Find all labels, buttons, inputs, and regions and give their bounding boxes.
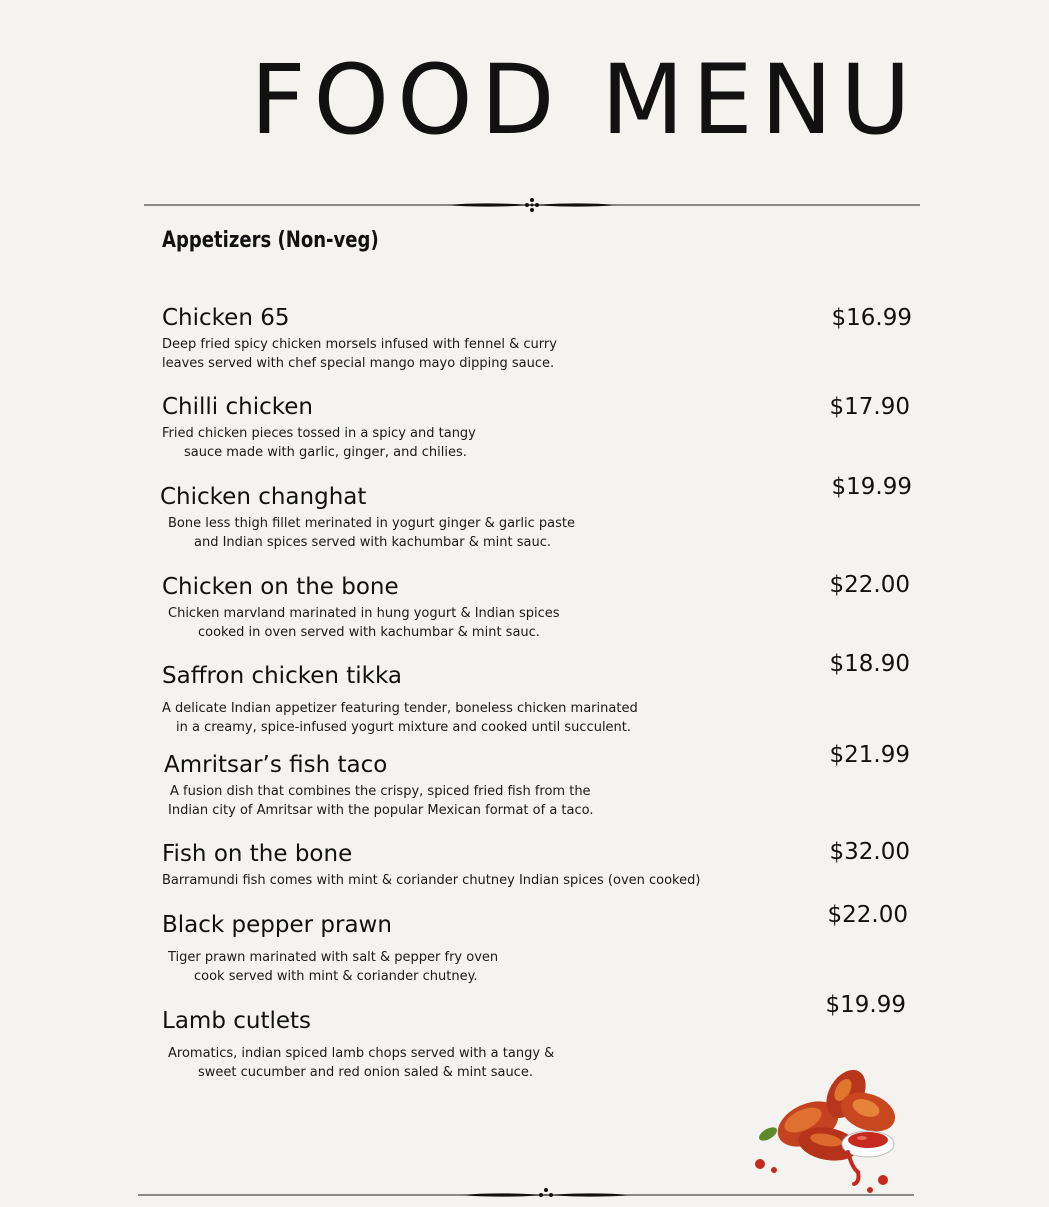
menu-item bbox=[162, 574, 922, 642]
bottom-divider-icon bbox=[138, 1186, 914, 1200]
menu-item-description bbox=[162, 782, 922, 820]
menu-item bbox=[162, 902, 922, 986]
menu-item-price: $22.00 bbox=[829, 572, 910, 598]
menu-item-description bbox=[162, 948, 922, 986]
menu-item-name: Chicken on the bone bbox=[162, 574, 399, 600]
menu-item-description-line: Indian city of Amritsar with the popular Mexican format of a taco. bbox=[168, 803, 594, 818]
menu-item bbox=[160, 474, 922, 552]
menu-item-description-line: cooked in oven served with kachumbar & mint sauc. bbox=[198, 625, 540, 640]
menu-item-description-line: Bone less thigh fillet merinated in yogurt ginger & garlic paste bbox=[168, 516, 575, 531]
menu-item-name: Chicken changhat bbox=[160, 484, 367, 510]
menu-item-price: $17.90 bbox=[829, 394, 910, 420]
menu-item-name: Black pepper prawn bbox=[162, 912, 392, 938]
menu-item-description bbox=[162, 604, 922, 642]
menu-item-description-line: leaves served with chef special mango mayo dipping sauce. bbox=[162, 356, 555, 371]
menu-item-name: Chilli chicken bbox=[162, 394, 313, 420]
menu-title: FOOD MENU bbox=[250, 44, 919, 156]
menu-item-description bbox=[162, 424, 922, 462]
menu-item-name: Chicken 65 bbox=[162, 305, 290, 331]
menu-item-name: Amritsar’s fish taco bbox=[164, 752, 388, 778]
menu-item-description-line: cook served with mint & coriander chutney. bbox=[194, 969, 478, 984]
menu-item-price: $22.00 bbox=[827, 902, 908, 928]
menu-item-price: $19.99 bbox=[831, 474, 912, 500]
menu-item-description bbox=[162, 335, 922, 373]
menu-item-price: $19.99 bbox=[825, 992, 906, 1018]
menu-item-description-line: sauce made with garlic, ginger, and chilies. bbox=[184, 445, 467, 460]
menu-item-price: $32.00 bbox=[829, 839, 910, 865]
menu-item-description-line: A fusion dish that combines the crispy, spiced fried fish from the bbox=[170, 784, 591, 799]
menu-item bbox=[162, 841, 922, 890]
menu-item-description bbox=[162, 514, 922, 552]
menu-item-description bbox=[162, 699, 922, 737]
top-divider-icon bbox=[144, 196, 920, 214]
menu-item-price: $16.99 bbox=[831, 305, 912, 331]
menu-item bbox=[162, 394, 922, 462]
menu-item bbox=[162, 742, 922, 820]
menu-item-name: Lamb cutlets bbox=[162, 1008, 312, 1034]
menu-item-name: Fish on the bone bbox=[162, 841, 353, 867]
menu-item-description-line: Fried chicken pieces tossed in a spicy and tangy bbox=[162, 426, 476, 441]
menu-item bbox=[162, 651, 922, 737]
menu-item-description-line: A delicate Indian appetizer featuring tender, boneless chicken marinated bbox=[162, 701, 638, 716]
menu-item-description-line: Tiger prawn marinated with salt & pepper fry oven bbox=[168, 950, 499, 965]
menu-item-description-line: in a creamy, spice-infused yogurt mixture and cooked until succulent. bbox=[176, 720, 632, 735]
menu-item-price: $21.99 bbox=[829, 742, 910, 768]
menu-item-description-line: Deep fried spicy chicken morsels infused with fennel & curry bbox=[162, 337, 557, 352]
menu-item-price: $18.90 bbox=[829, 651, 910, 677]
menu-item-description bbox=[162, 871, 922, 890]
menu-item-description-line: and Indian spices served with kachumbar & mint sauc. bbox=[194, 535, 551, 550]
menu-item-description-line: sweet cucumber and red onion saled & mint sauce. bbox=[198, 1065, 533, 1080]
menu-item bbox=[162, 305, 922, 373]
menu-item-description-line: Aromatics, indian spiced lamb chops served with a tangy & bbox=[168, 1046, 555, 1061]
menu-item-description-line: Barramundi fish comes with mint & coriander chutney Indian spices (oven cooked) bbox=[162, 873, 701, 888]
menu-item-name: Saffron chicken tikka bbox=[162, 663, 402, 689]
section-heading: Appetizers (Non-veg) bbox=[162, 228, 379, 253]
menu-item-description-line: Chicken marvland marinated in hung yogurt & Indian spices bbox=[168, 606, 560, 621]
chicken-wings-with-sauce-icon bbox=[748, 1052, 918, 1207]
